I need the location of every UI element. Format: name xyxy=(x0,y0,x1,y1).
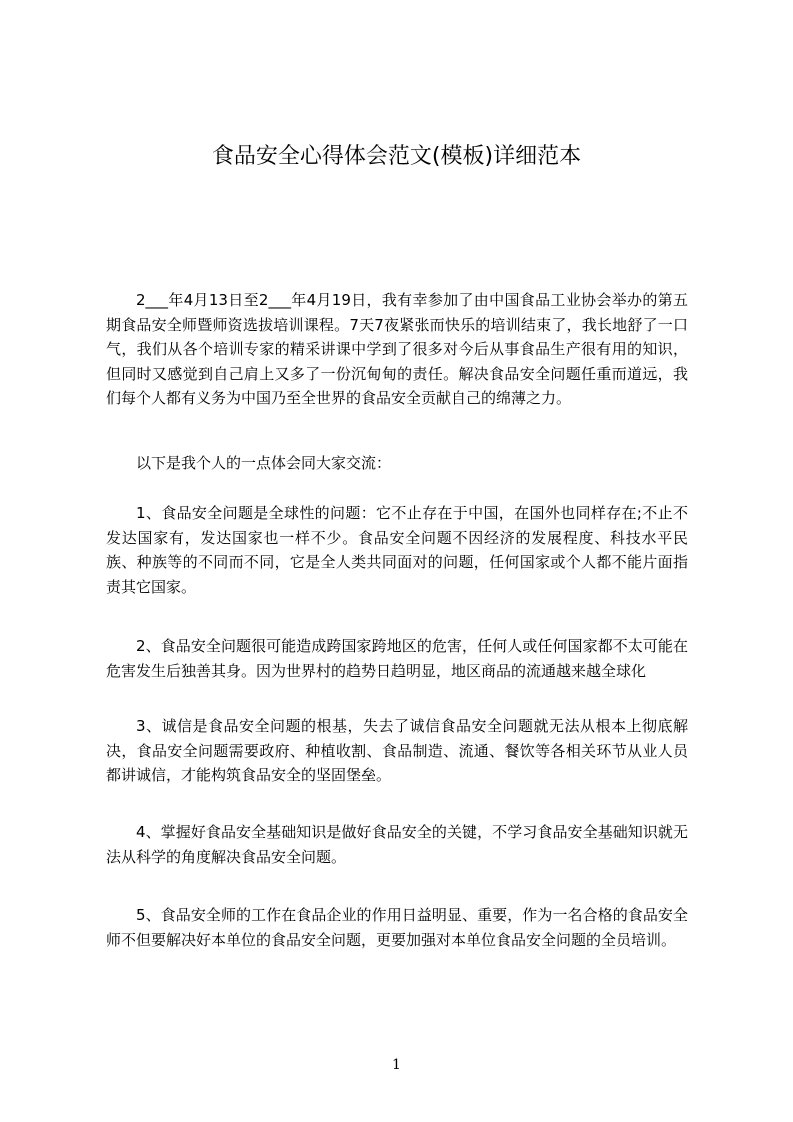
paragraph-lead-in: 以下是我个人的一点体会同大家交流： xyxy=(136,454,392,472)
paragraph-point-4: 4、掌握好食品安全基础知识是做好食品安全的关键，不学习食品安全基础知识就无法从科学的角度解决食品安全问题。 xyxy=(106,823,688,866)
paragraph-point-1: 1、食品安全问题是全球性的问题：它不止存在于中国，在国外也同样存在;不止不发达国家有，发达国家也一样不少。食品安全问题不因经济的发展程度、科技水平民族、种族等的不同而不同，它是全人类共同面对的问题，任何国家或个人都不能片面指责其它国家。 xyxy=(106,504,688,596)
paragraph-intro: 2___年4月13日至2___年4月19日，我有幸参加了由中国食品工业协会举办的第五期食品安全师暨师资选拔培训课程。7天7夜紧张而快乐的培训结束了，我长地舒了一口气，我们从各个培训专家的精采讲课中学到了很多对今后从事食品生产很有用的知识，但同时又感觉到自己肩上又多了一份沉甸甸的责任。解决食品安全问题任重而道远，我们每个人都有义务为中国乃至全世界的食品安全贡献自己的绵薄之力。 xyxy=(106,291,688,408)
paragraph-point-5: 5、食品安全师的工作在食品企业的作用日益明显、重要，作为一名合格的食品安全师不但要解决好本单位的食品安全问题，更要加强对本单位食品安全问题的全员培训。 xyxy=(106,906,688,949)
paragraph-point-3: 3、诚信是食品安全问题的根基，失去了诚信食品安全问题就无法从根本上彻底解决，食品安全问题需要政府、种植收割、食品制造、流通、餐饮等各相关环节从业人员都讲诚信，才能构筑食品安全的坚固堡垒。 xyxy=(106,717,688,785)
page-number: 1 xyxy=(392,1057,401,1073)
paragraph-point-2: 2、食品安全问题很可能造成跨国家跨地区的危害，任何人或任何国家都不太可能在危害发生后独善其身。因为世界村的趋势日趋明显，地区商品的流通越来越全球化 xyxy=(106,637,688,680)
document-title: 食品安全心得体会范文(模板)详细范本 xyxy=(211,144,582,169)
